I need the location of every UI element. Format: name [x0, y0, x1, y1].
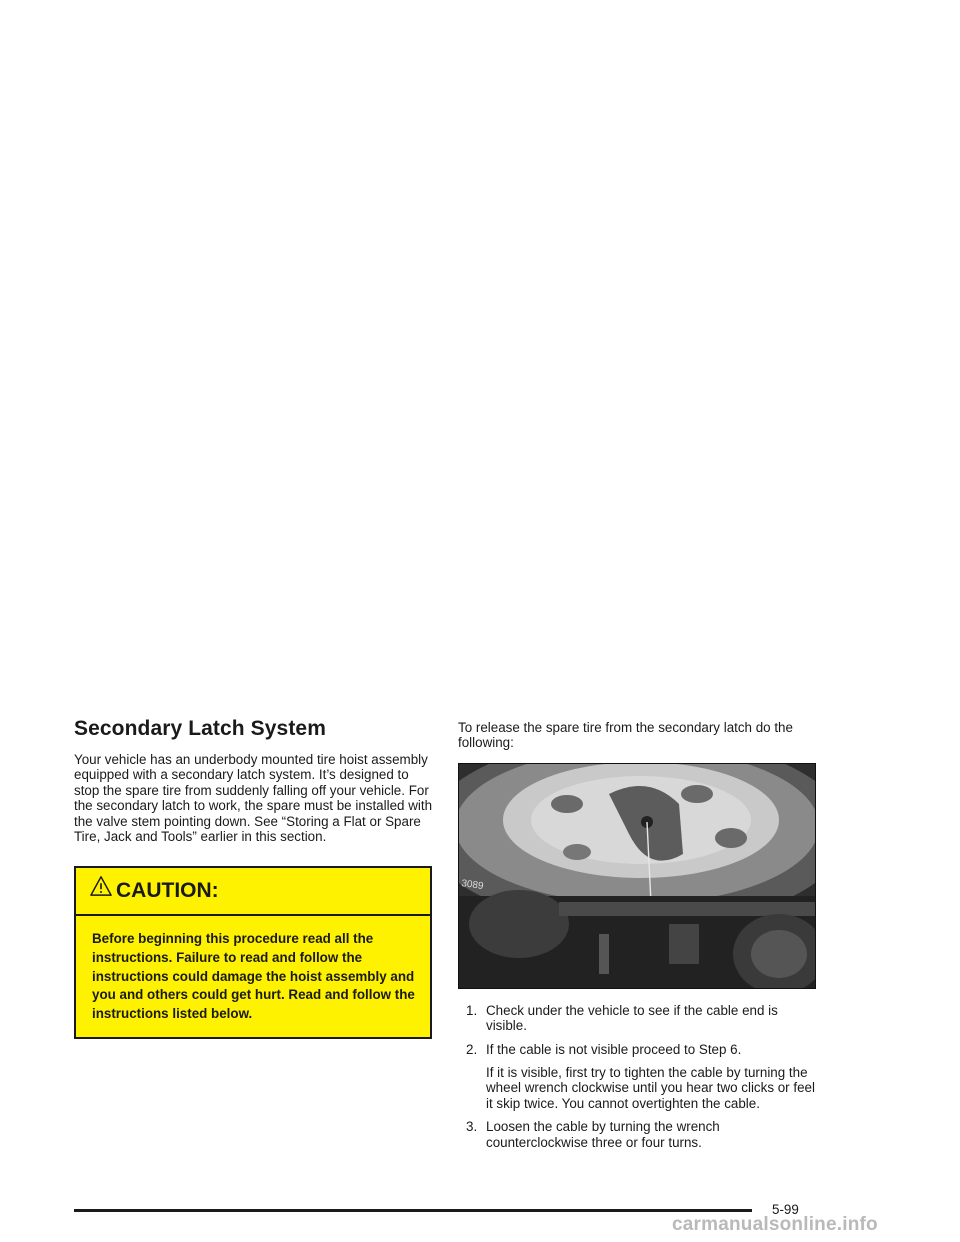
list-item	[458, 1119, 816, 1150]
caution-text: Before beginning this procedure read all the instructions. Failure to read and follow the instructions could damage the hoist assembly and you and others could get hurt. Read and follow the instructions listed below.	[92, 931, 415, 1021]
step-number: 2.	[466, 1041, 478, 1057]
release-steps	[458, 1003, 816, 1150]
footer-rule	[74, 1209, 752, 1212]
list-item	[458, 1003, 816, 1034]
right-column	[458, 720, 816, 1158]
step-number: 1.	[466, 1002, 478, 1018]
caution-box	[74, 866, 432, 1039]
intro-paragraph: Your vehicle has an underbody mounted tire hoist assembly equipped with a secondary latch system. It’s designed to stop the spare tire from suddenly falling off your vehicle. For the secondary latch to work, the spare must be installed with the valve stem pointing down. See “Storing a Flat or Spare Tire, Jack and Tools” earlier in this section.	[74, 752, 433, 845]
release-intro: To release the spare tire from the secondary latch do the following:	[458, 720, 793, 751]
photo-label: 3089	[460, 877, 485, 892]
step-text: If the cable is not visible proceed to Step 6.	[486, 1041, 742, 1057]
step-text: Check under the vehicle to see if the cable end is visible.	[486, 1002, 778, 1034]
step-number: 3.	[466, 1119, 478, 1135]
caution-title: CAUTION:	[116, 879, 219, 903]
step-sub-paragraph: If it is visible, first try to tighten the cable by turning the wheel wrench clockwise until you hear two clicks or feel it skip twice. You cannot overtighten the cable.	[486, 1065, 815, 1111]
left-column	[74, 716, 432, 1039]
step-text: Loosen the cable by turning the wrench counterclockwise three or four turns.	[486, 1119, 720, 1150]
caution-header	[76, 868, 430, 916]
watermark: carmanualsonline.info	[672, 1214, 878, 1235]
warning-triangle-icon	[90, 875, 112, 897]
section-title: Secondary Latch System	[74, 717, 326, 740]
list-item	[458, 1042, 816, 1112]
page-number: 5-99	[772, 1202, 799, 1217]
spare-tire-underbody-photo	[458, 763, 816, 989]
